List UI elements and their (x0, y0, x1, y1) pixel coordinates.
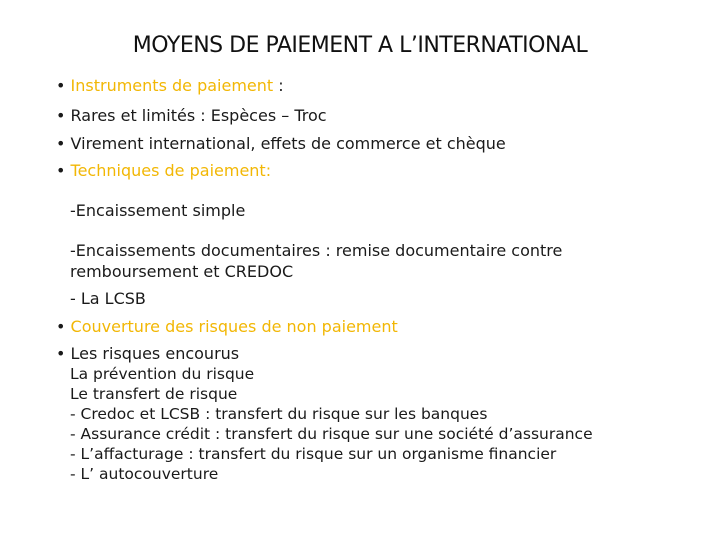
risk-line: Le transfert de risque (70, 385, 238, 403)
sub-line: remboursement et CREDOC (70, 262, 294, 281)
risk-line: - L’affacturage : transfert du risque sur un organisme financier (70, 445, 557, 463)
sub-line: -Encaissement simple (70, 201, 246, 220)
risk-line: La prévention du risque (70, 365, 255, 383)
bullet-text: Rares et limités : Espèces – Troc (70, 106, 327, 125)
risk-line: - Assurance crédit : transfert du risque sur une société d’assurance (70, 425, 593, 443)
bullet-item-instruments (56, 76, 284, 96)
bullet-item-risques (56, 344, 239, 364)
bullet-text: Les risques encourus (70, 344, 240, 363)
bullet-item-techniques (56, 161, 271, 181)
risk-line: - L’ autocouverture (70, 465, 219, 483)
bullet-marker: • (56, 134, 66, 153)
bullet-suffix: : (273, 76, 284, 95)
bullet-text: Virement international, effets de commerce et chèque (70, 134, 506, 153)
bullet-marker: • (56, 161, 66, 180)
bullet-marker: • (56, 76, 66, 95)
bullet-item-virement (56, 134, 506, 154)
risk-line: - Credoc et LCSB : transfert du risque sur les banques (70, 405, 488, 423)
bullet-text-accent: Techniques de paiement: (70, 161, 272, 180)
bullet-text-accent: Couverture des risques de non paiement (70, 317, 398, 336)
bullet-marker: • (56, 106, 66, 125)
bullet-marker: • (56, 317, 66, 336)
bullet-item-couverture (56, 317, 398, 337)
sub-line: - La LCSB (70, 289, 146, 308)
bullet-item-rares (56, 106, 327, 126)
bullet-text-accent: Instruments de paiement (70, 76, 274, 95)
sub-line: -Encaissements documentaires : remise documentaire contre (70, 241, 563, 260)
bullet-marker: • (56, 344, 66, 363)
slide-title: MOYENS DE PAIEMENT A L’INTERNATIONAL (132, 33, 588, 58)
